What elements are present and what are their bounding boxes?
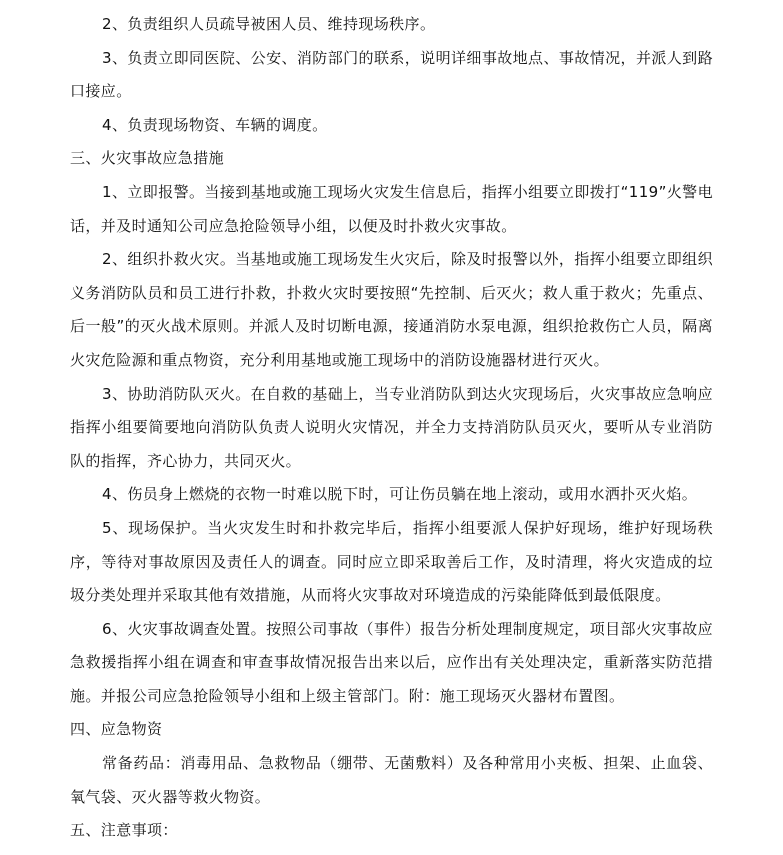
paragraph-fire-4: 4、伤员身上燃烧的衣物一时难以脱下时，可让伤员躺在地上滚动，或用水洒扑灭火焰。: [102, 485, 698, 504]
paragraph-supplies: 常备药品：消毒用品、急救物品（绷带、无菌敷料）及各种常用小夹板、担架、止血袋、氧气袋、灭火器等救火物资。: [70, 754, 713, 806]
paragraph-fire-6: 6、火灾事故调查处置。按照公司事故（事件）报告分析处理制度规定，项目部火灾事故应急救援指挥小组在调查和审查事故情况报告出来以后，应作出有关处理决定，重新落实防范措施。并报公司应急抢险领导小组和上级主管部门。附：施工现场灭火器材布置图。: [70, 619, 713, 705]
section-heading-5: 五、注意事项：: [70, 821, 178, 840]
paragraph-item-3: 3、负责立即同医院、公安、消防部门的联系，说明详细事故地点、事故情况，并派人到路口接应。: [70, 48, 713, 101]
paragraph-fire-2: 2、组织扑救火灾。当基地或施工现场发生火灾后，除及时报警以外，指挥小组要立即组织义务消防队员和员工进行扑救，扑救火灾时要按照“先控制、后灭火；救人重于救火；先重点、后一般”的灭火战术原则。并派人及时切断电源，接通消防水泵电源，组织抢救伤亡人员，隔离火灾危险源和重点物资，充分利用基地或施工现场中的消防设施器材进行灭火。: [70, 250, 713, 369]
section-heading-3: 三、火灾事故应急措施: [70, 149, 225, 168]
paragraph-fire-5: 5、现场保护。当火灾发生时和扑救完毕后，指挥小组要派人保护好现场，维护好现场秩序，等待对事故原因及责任人的调查。同时应立即采取善后工作，及时清理，将火灾造成的垃圾分类处理并采取其他有效措施，从而将火灾事故对环境造成的污染能降低到最低限度。: [70, 518, 713, 605]
section-heading-4: 四、应急物资: [70, 720, 163, 739]
paragraph-item-4: 4、负责现场物资、车辆的调度。: [102, 115, 328, 134]
paragraph-fire-3: 3、协助消防队灭火。在自救的基础上，当专业消防队到达火灾现场后，火灾事故应急响应指挥小组要简要地向消防队负责人说明火灾情况，并全力支持消防队员灭火，要听从专业消防队的指挥，齐心协力，共同灭火。: [70, 384, 713, 470]
paragraph-fire-1: 1、立即报警。当接到基地或施工现场火灾发生信息后，指挥小组要立即拨打“119”火警电话，并及时通知公司应急抢险领导小组，以便及时扑救火灾事故。: [70, 182, 713, 235]
paragraph-item-2: 2、负责组织人员疏导被困人员、维持现场秩序。: [102, 15, 436, 33]
